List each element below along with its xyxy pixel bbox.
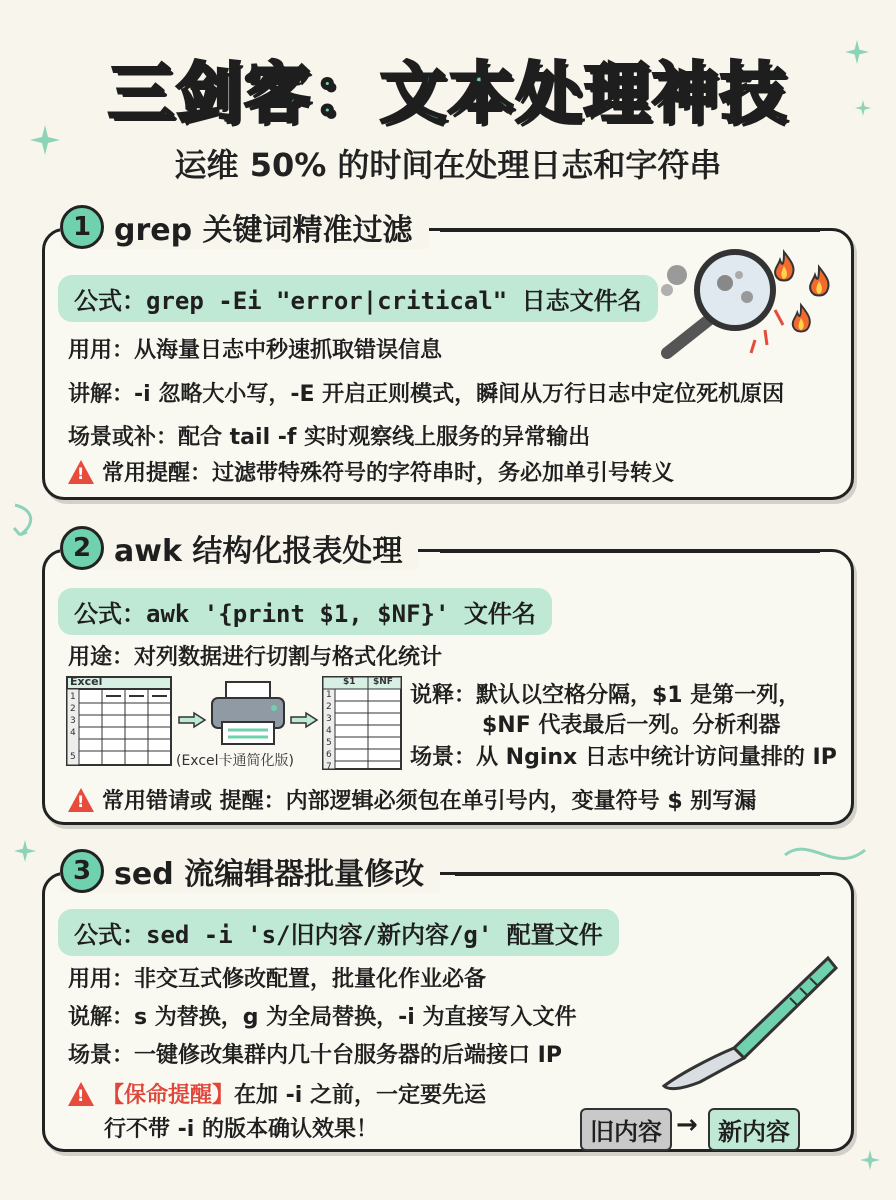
grep-usage: 用用：从海量日志中秒速抓取错误信息	[68, 338, 443, 363]
output-col-header: $NF	[373, 677, 393, 687]
section-divider	[440, 550, 820, 553]
sed-tip-label: 【保命提醒】	[102, 1083, 235, 1108]
warning-icon	[68, 1082, 94, 1106]
output-col-header: $1	[343, 677, 356, 687]
section-title: sed 流编辑器批量修改	[114, 857, 425, 892]
page-title: 三剑客：文本处理神技	[108, 55, 788, 132]
output-table-icon	[322, 676, 402, 770]
arrow-right-icon	[178, 712, 206, 728]
new-content-tag: 新内容	[708, 1108, 800, 1151]
sed-formula: 公式：sed -i 's/旧内容/新内容/g' 配置文件	[58, 909, 619, 956]
warning-icon	[68, 460, 94, 484]
awk-tip	[68, 784, 756, 815]
grep-scene: 场景或补：配合 tail -f 实时观察线上服务的异常输出	[68, 425, 591, 450]
section-sed-header	[60, 849, 440, 893]
awk-explain-line-1: 说释：默认以空格分隔，$1 是第一列，	[410, 683, 801, 708]
magnifier-icon	[655, 245, 845, 365]
awk-scene: 场景：从 Nginx 日志中统计访问量排的 IP	[410, 745, 837, 770]
output-row-number: 6	[326, 750, 332, 760]
awk-tip-text: 常用错请或 提醒：内部逻辑必须包在单引号内，变量符号 $ 别写漏	[102, 789, 757, 814]
flame-icon	[770, 250, 798, 284]
section-grep-header	[60, 205, 429, 249]
section-divider	[440, 229, 820, 232]
section-awk-header	[60, 526, 418, 570]
sed-tip	[68, 1078, 486, 1109]
sparkle-icon	[860, 1150, 880, 1170]
excel-sheet-icon	[66, 676, 172, 766]
section-number: 1	[60, 205, 104, 249]
awk-usage: 用途：对列数据进行切割与格式化统计	[68, 645, 443, 670]
grep-tip-text: 常用提醒：过滤带特殊符号的字符串时，务必加单引号转义	[102, 461, 675, 486]
sparkle-icon	[14, 840, 36, 862]
output-row-number: 5	[326, 738, 332, 748]
section-title: grep 关键词精准过滤	[114, 213, 413, 248]
sed-usage: 用用：非交互式修改配置，批量化作业必备	[68, 967, 487, 992]
section-title: awk 结构化报表处理	[114, 534, 403, 569]
sed-tip-text-1: 在加 -i 之前，一定要先运	[234, 1083, 487, 1108]
awk-explain-line-2: $NF 代表最后一列。分析利器	[482, 713, 781, 738]
old-content-tag: 旧内容	[580, 1108, 672, 1151]
excel-row-number: 4	[70, 728, 76, 738]
swirl-decoration	[780, 835, 870, 875]
flame-icon	[788, 303, 814, 335]
excel-row-number: 1	[70, 692, 76, 702]
sed-scene: 场景：一键修改集群内几十台服务器的后端接口 IP	[68, 1043, 562, 1068]
output-row-number: 3	[326, 714, 332, 724]
section-number: 2	[60, 526, 104, 570]
output-row-number: 4	[326, 726, 332, 736]
output-row-number: 2	[326, 702, 332, 712]
arrow-right-icon	[290, 712, 318, 728]
section-number: 3	[60, 849, 104, 893]
excel-row-number: 3	[70, 716, 76, 726]
flame-icon	[805, 265, 833, 299]
page-subtitle: 运维 50% 的时间在处理日志和字符串	[174, 146, 722, 184]
replace-arrow: →	[676, 1110, 698, 1140]
sed-tip-text-2: 行不带 -i 的版本确认效果！	[104, 1117, 378, 1142]
output-row-number: 7	[326, 762, 332, 772]
section-divider	[455, 873, 820, 876]
excel-row-number: 2	[70, 704, 76, 714]
scalpel-icon	[660, 950, 840, 1100]
awk-formula: 公式：awk '{print $1, $NF}' 文件名	[58, 588, 552, 635]
grep-tip	[68, 456, 674, 487]
output-row-number: 1	[326, 690, 332, 700]
warning-icon	[68, 788, 94, 812]
excel-sheet-label: Excel	[70, 675, 103, 688]
excel-row-number: 5	[70, 752, 76, 762]
grep-formula: 公式：grep -Ei "error|critical" 日志文件名	[58, 275, 658, 322]
grep-explain: 讲解：-i 忽略大小写，-E 开启正则模式，瞬间从万行日志中定位死机原因	[68, 382, 785, 407]
printer-icon	[208, 680, 288, 746]
illustration-caption: (Excel卡通简化版)	[176, 753, 295, 769]
sed-explain: 说解：s 为替换，g 为全局替换，-i 为直接写入文件	[68, 1005, 577, 1030]
swirl-decoration	[10, 500, 40, 540]
